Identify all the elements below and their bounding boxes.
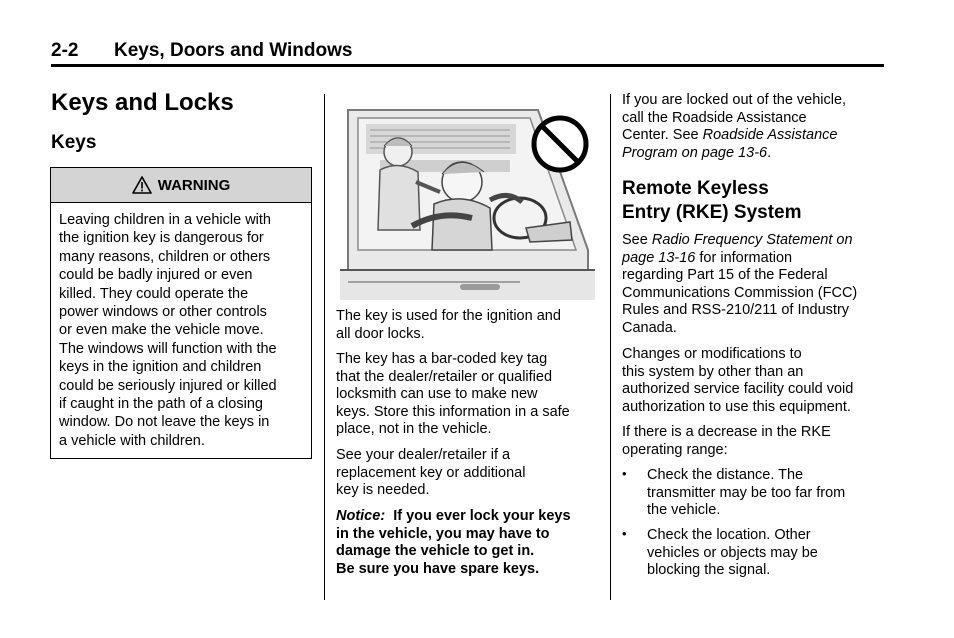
text-span: for information [695,249,793,266]
text-line: Check the location. Other [647,527,811,543]
text-line: If you are locked out of the vehicle, [622,92,847,108]
warning-line: could be seriously injured or killed [59,377,277,394]
column-divider-right [610,94,611,600]
text-span: . [767,144,772,161]
page-reference-link[interactable]: page 13-16 [622,249,696,266]
heading-line: Entry (RKE) System [622,202,802,223]
warning-label: WARNING [157,176,231,194]
notice-line: in the vehicle, you may have to [336,525,550,542]
roadside-program-link[interactable]: Program on page 13-6 [622,144,768,161]
text-line: regarding Part 15 of the Federal [622,267,828,284]
locked-out-paragraph [622,92,846,162]
notice-line: damage the vehicle to get in. [336,543,535,560]
text-line: that the dealer/retailer or qualified [336,368,553,385]
text-line: See your dealer/retailer if a [336,447,511,463]
text-line [622,232,857,250]
text-line: authorized service facility could void [622,381,854,398]
text-line: all door locks. [336,325,425,342]
warning-line: power windows or other controls [59,304,267,321]
text-line: If there is a decrease in the RKE [622,424,831,440]
text-line: blocking the signal. [647,562,771,579]
page-title: Keys and Locks [51,89,234,116]
text-line: The key has a bar-coded key tag [336,351,548,367]
rke-heading [622,177,802,225]
modifications-paragraph [622,346,853,416]
warning-line: keys in the ignition and children [59,359,262,376]
page-number: 2-2 [51,40,79,61]
text-line: place, not in the vehicle. [336,421,492,438]
text-line: Canada. [622,319,677,336]
warning-line: many reasons, children or others [59,248,271,265]
bullet-text [647,467,887,520]
warning-box [50,167,312,459]
replacement-key-paragraph [336,447,525,500]
text-line: authorization to use this equipment. [622,398,851,415]
warning-line: killed. They could operate the [59,285,249,302]
warning-line: window. Do not leave the keys in [59,414,270,431]
text-line: operating range: [622,441,728,458]
text-line: transmitter may be too far from [647,484,846,501]
text-line: replacement key or additional [336,464,526,481]
text-line: key is needed. [336,482,430,499]
notice-text: If you ever lock your keys [393,508,571,524]
text-line: Rules and RSS-210/211 of Industry [622,302,850,319]
text-span: Center. See [622,127,703,144]
heading-line: Remote Keyless [622,178,769,199]
radio-frequency-paragraph [622,232,857,338]
warning-header [51,168,311,203]
text-line: Changes or modifications to [622,346,802,362]
bullet-text [647,527,887,580]
key-usage-paragraph [336,308,561,343]
notice-line: Be sure you have spare keys. [336,560,540,577]
roadside-assistance-link[interactable]: Roadside Assistance [702,127,838,144]
text-span: See [622,232,652,248]
warning-line: Leaving children in a vehicle with [59,212,271,228]
children-in-car-illustration [340,100,595,300]
notice-label: Notice: [336,508,386,524]
warning-text [51,203,311,450]
text-line: vehicles or objects may be [647,544,818,561]
text-line: The key is used for the ignition and [336,308,561,324]
bullet-icon: • [622,466,627,481]
text-line [622,145,846,163]
bullet-icon: • [622,526,627,541]
notice-line [336,508,571,526]
keys-subheading: Keys [51,132,97,153]
text-line: this system by other than an [622,363,804,380]
warning-line: a vehicle with children. [59,432,205,449]
warning-line: could be badly injured or even [59,267,253,284]
notice-paragraph [336,508,571,578]
text-line: locksmith can use to make new [336,386,538,403]
warning-line: if caught in the path of a closing [59,396,263,413]
column-divider-left [324,94,325,600]
key-tag-paragraph [336,351,570,439]
text-line: the vehicle. [647,502,721,519]
text-line [622,250,857,268]
warning-line: or even make the vehicle move. [59,322,264,339]
text-line: call the Roadside Assistance [622,109,807,126]
page-header [51,38,884,68]
header-rule [51,64,884,67]
warning-triangle-icon [132,176,152,194]
text-line: Communications Commission (FCC) [622,284,858,301]
warning-line: the ignition key is dangerous for [59,230,264,247]
range-decrease-paragraph [622,424,831,459]
radio-frequency-link[interactable]: Radio Frequency Statement on [651,232,853,248]
text-line [622,127,846,145]
section-title: Keys, Doors and Windows [114,40,353,61]
text-line: Check the distance. The [647,467,804,483]
warning-line: The windows will function with the [59,340,277,357]
text-line: keys. Store this information in a safe [336,403,570,420]
